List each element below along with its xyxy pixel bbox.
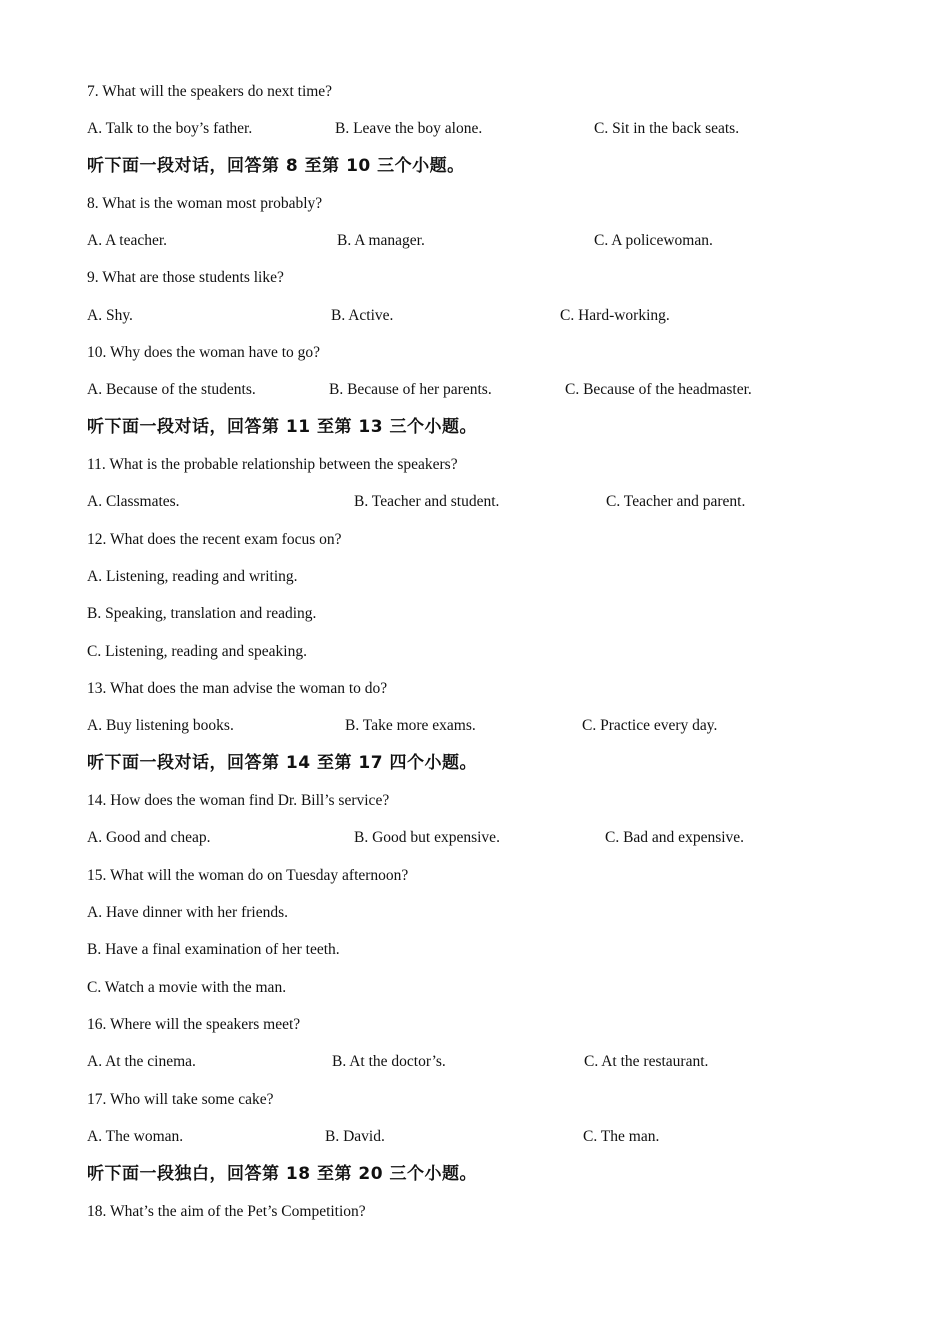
question-8: 8. What is the woman most probably?	[87, 195, 323, 212]
question-16-option-b: B. At the doctor’s.	[332, 1053, 446, 1070]
question-14: 14. How does the woman find Dr. Bill’s service?	[87, 792, 390, 809]
question-15-option-c: C. Watch a movie with the man.	[87, 979, 287, 996]
question-12-option-a: A. Listening, reading and writing.	[87, 568, 298, 585]
question-17: 17. Who will take some cake?	[87, 1091, 274, 1108]
question-17-option-b: B. David.	[325, 1128, 385, 1145]
question-13-option-a: A. Buy listening books.	[87, 717, 234, 734]
question-7: 7. What will the speakers do next time?	[87, 83, 333, 100]
question-12-option-c: C. Listening, reading and speaking.	[87, 643, 307, 660]
section-heading-14-17: 听下面一段对话，回答第 14 至第 17 四个小题。	[87, 753, 477, 773]
question-17-option-c: C. The man.	[583, 1128, 660, 1145]
question-13-option-b: B. Take more exams.	[345, 717, 476, 734]
question-8-option-c: C. A policewoman.	[594, 232, 713, 249]
question-8-option-a: A. A teacher.	[87, 232, 168, 249]
question-10-option-b: B. Because of her parents.	[329, 381, 492, 398]
question-7-option-b: B. Leave the boy alone.	[335, 120, 483, 137]
question-11-option-b: B. Teacher and student.	[354, 493, 500, 510]
question-14-option-b: B. Good but expensive.	[354, 829, 500, 846]
question-9: 9. What are those students like?	[87, 269, 284, 286]
question-10-option-c: C. Because of the headmaster.	[565, 381, 752, 398]
question-12-option-b: B. Speaking, translation and reading.	[87, 605, 317, 622]
question-12: 12. What does the recent exam focus on?	[87, 531, 342, 548]
question-16-option-c: C. At the restaurant.	[584, 1053, 709, 1070]
question-14-option-c: C. Bad and expensive.	[605, 829, 745, 846]
question-8-option-b: B. A manager.	[337, 232, 425, 249]
question-9-option-c: C. Hard-working.	[560, 307, 670, 324]
question-9-option-a: A. Shy.	[87, 307, 133, 324]
question-14-option-a: A. Good and cheap.	[87, 829, 211, 846]
question-10: 10. Why does the woman have to go?	[87, 344, 321, 361]
question-11-option-c: C. Teacher and parent.	[606, 493, 746, 510]
question-9-option-b: B. Active.	[331, 307, 394, 324]
section-heading-11-13: 听下面一段对话，回答第 11 至第 13 三个小题。	[87, 417, 477, 437]
question-17-option-a: A. The woman.	[87, 1128, 184, 1145]
question-15: 15. What will the woman do on Tuesday afternoon?	[87, 867, 409, 884]
question-15-option-b: B. Have a final examination of her teeth.	[87, 941, 340, 958]
question-10-option-a: A. Because of the students.	[87, 381, 256, 398]
question-18: 18. What’s the aim of the Pet’s Competition?	[87, 1203, 366, 1220]
question-11-option-a: A. Classmates.	[87, 493, 180, 510]
question-16-option-a: A. At the cinema.	[87, 1053, 196, 1070]
question-15-option-a: A. Have dinner with her friends.	[87, 904, 289, 921]
question-7-option-a: A. Talk to the boy’s father.	[87, 120, 253, 137]
question-11: 11. What is the probable relationship between the speakers?	[87, 456, 458, 473]
question-16: 16. Where will the speakers meet?	[87, 1016, 301, 1033]
question-13-option-c: C. Practice every day.	[582, 717, 718, 734]
question-13: 13. What does the man advise the woman to do?	[87, 680, 388, 697]
question-7-option-c: C. Sit in the back seats.	[594, 120, 740, 137]
section-heading-18-20: 听下面一段独白，回答第 18 至第 20 三个小题。	[87, 1164, 477, 1184]
section-heading-8-10: 听下面一段对话，回答第 8 至第 10 三个小题。	[87, 156, 465, 176]
